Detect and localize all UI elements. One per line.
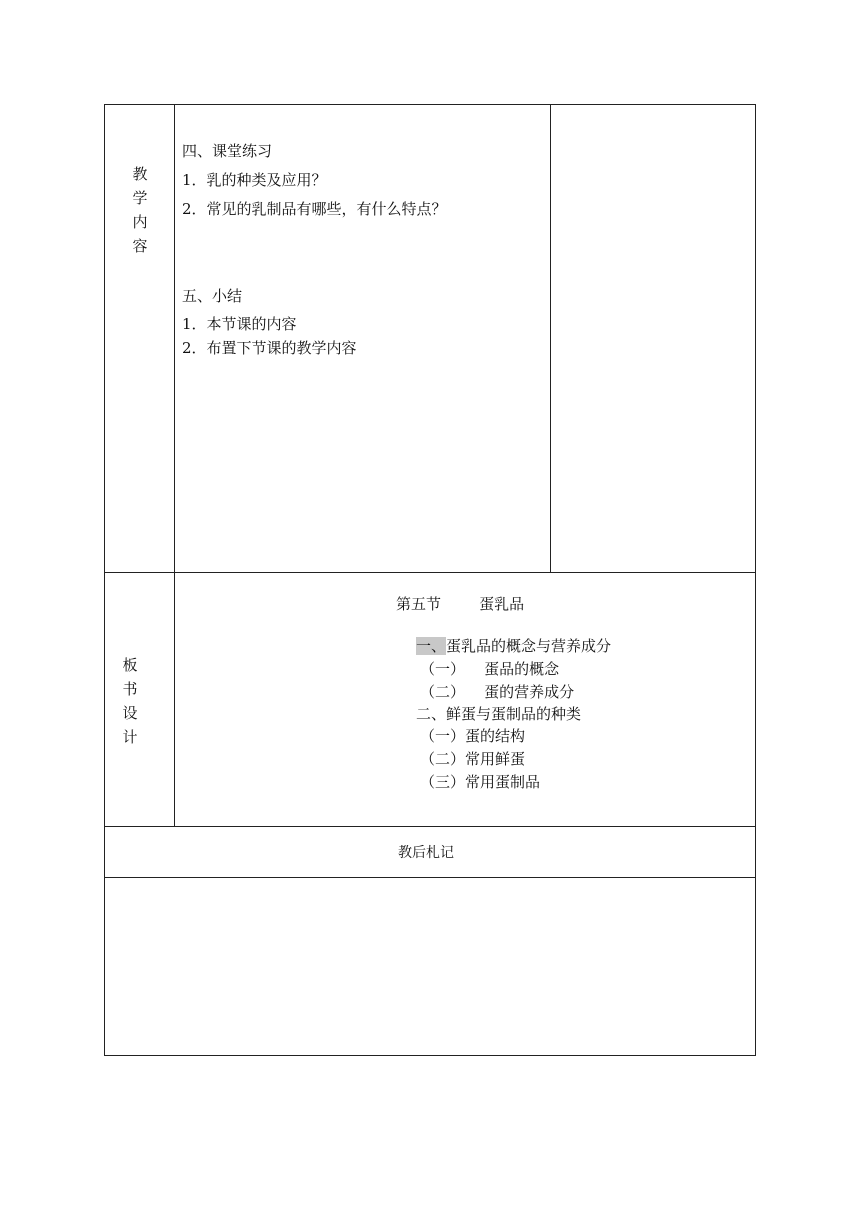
notes-body[interactable] (110, 884, 750, 1049)
table-border-top (104, 104, 756, 105)
row-divider-board (104, 572, 756, 573)
practice-item: 1．乳的种类及应用？ (182, 171, 327, 189)
board-design-label: 板 书 设 计 (122, 656, 138, 746)
table-border-left (104, 104, 105, 1056)
board-part1-item: （一） 蛋品的概念 (420, 660, 560, 678)
summary-item: 1．本节课的内容 (182, 315, 297, 333)
board-part1: 一、蛋乳品的概念与营养成分 (416, 637, 612, 655)
table-border-right (755, 104, 756, 1056)
summary-item: 2．布置下节课的教学内容 (182, 339, 357, 357)
row-divider-notes (104, 826, 756, 827)
board-part2: 二、鲜蛋与蛋制品的种类 (416, 705, 582, 723)
board-part2-item: （三）常用蛋制品 (420, 773, 541, 791)
table-border-bottom (104, 1055, 756, 1056)
label-column-divider (174, 104, 175, 827)
practice-heading: 四、课堂练习 (182, 142, 273, 160)
practice-item: 2．常见的乳制品有哪些，有什么特点？ (182, 200, 447, 218)
row-divider-notes-body (104, 877, 756, 878)
board-part2-item: （一）蛋的结构 (420, 727, 526, 745)
board-title: 第五节 蛋乳品 (396, 595, 525, 613)
notes-header: 教后札记 (398, 845, 454, 861)
content-column-divider (550, 104, 551, 573)
highlighted-text: 一、 (416, 637, 447, 655)
board-part2-item: （二）常用鲜蛋 (420, 750, 526, 768)
board-part1-item: （二） 蛋的营养成分 (420, 683, 575, 701)
summary-heading: 五、小结 (182, 287, 243, 305)
teaching-content-label: 教 学 内 容 (132, 165, 148, 255)
